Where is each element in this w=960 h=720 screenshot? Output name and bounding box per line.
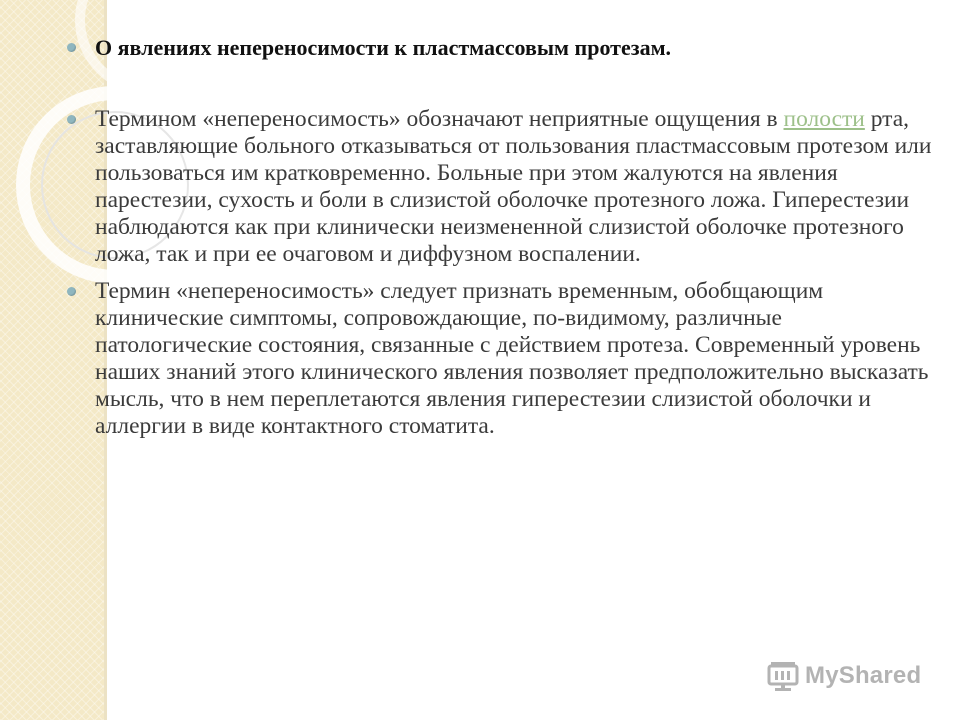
paragraph-2 — [62, 278, 932, 440]
bullet-icon — [67, 43, 76, 52]
presentation-screen-icon — [766, 660, 800, 692]
paragraph-1-start: Термином «непереносимость» обозначают неприятные ощущения в — [95, 106, 784, 132]
slide-title — [62, 34, 932, 61]
bullet-list — [62, 34, 932, 440]
bullet-icon — [67, 287, 76, 296]
slide-title-text: О явлениях непереносимости к пластмассовым протезам. — [95, 35, 672, 60]
bullet-icon — [67, 115, 76, 124]
watermark — [766, 656, 921, 696]
paragraph-1-rest: рта, заставляющие больного отказываться от пользования пластмассовым протезом или пользоваться им кратковременно. Больные при этом жалуются на явления парестезии, сухость и боли в слизистой оболочке протезного ложа. Гиперестезии наблюдаются как при клинически неизмененной слизистой оболочке протезного ложа, так и при ее очаговом и диффузном воспалении. — [95, 106, 932, 267]
paragraph-1 — [62, 106, 932, 268]
slide-content — [62, 34, 932, 450]
watermark-text: MyShared — [805, 662, 922, 689]
link-polosti[interactable]: полости — [783, 106, 865, 132]
paragraph-2-text: Термин «непереносимость» следует признать временным, обобщающим клинические симптомы, сопровождающие, по-видимому, различные патологические состояния, связанные с действием протеза. Современный уровень наших знаний этого клинического явления позволяет предположительно высказать мысль, что в нем переплетаются явления гиперестезии слизистой оболочки и аллергии в виде контактного стоматита. — [95, 278, 929, 439]
